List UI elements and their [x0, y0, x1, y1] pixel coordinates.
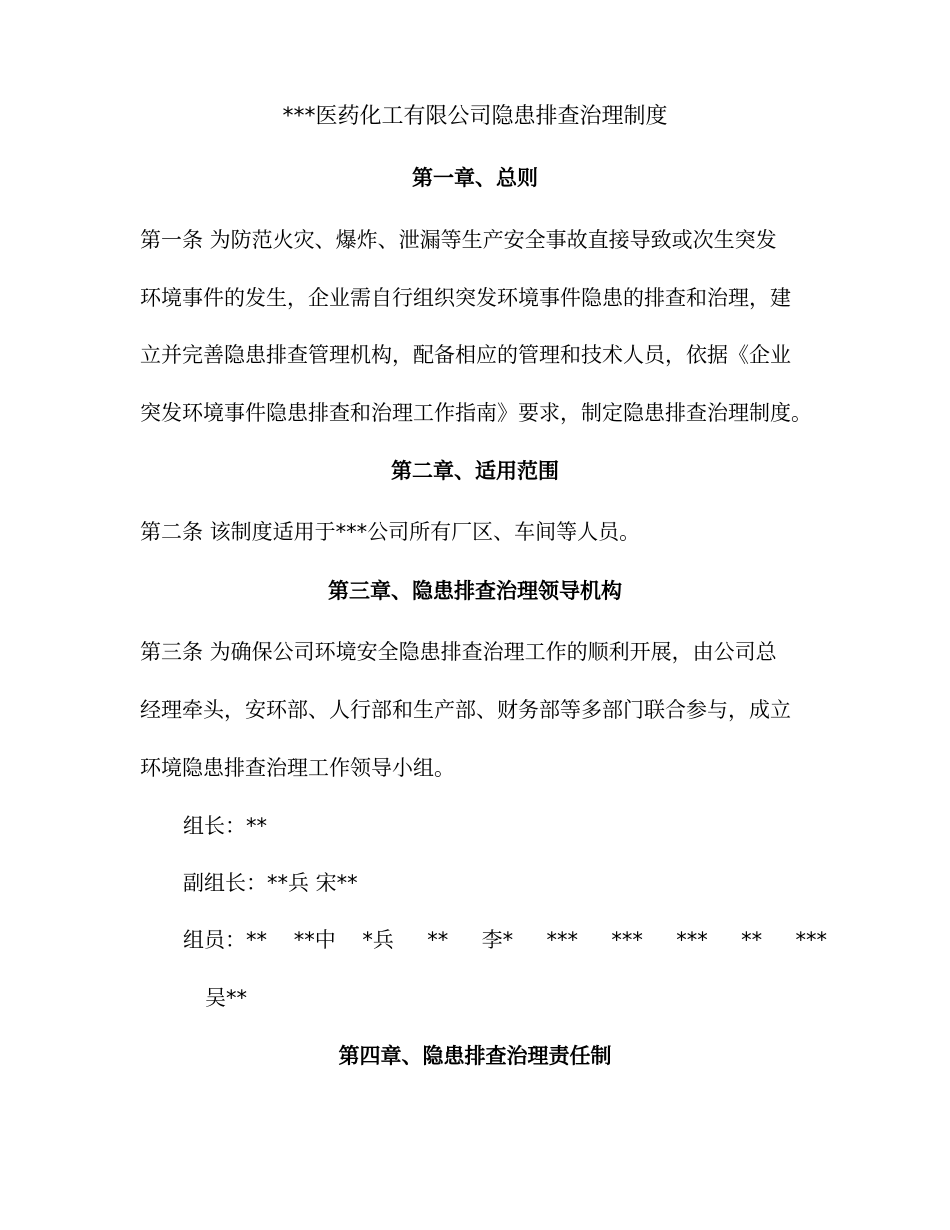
- article-1-line-2: 环境事件的发生，企业需自行组织突发环境事件隐患的排查和治理，建: [140, 286, 791, 310]
- document-title: ***医药化工有限公司隐患排查治理制度: [282, 104, 668, 129]
- chapter-4-heading: 第四章、隐患排查治理责任制: [338, 1044, 612, 1068]
- group-members-line-2: 吴**: [205, 986, 247, 1010]
- article-3-line-1: 第三条 为确保公司环境安全隐患排查治理工作的顺利开展，由公司总: [140, 640, 777, 664]
- group-members-line-1: 组员：** **中 *兵 ** 李* *** *** *** ** ***: [183, 928, 828, 952]
- chapter-2-heading: 第二章、适用范围: [391, 459, 559, 483]
- article-1-line-3: 立并完善隐患排查管理机构，配备相应的管理和技术人员，依据《企业: [140, 343, 791, 367]
- deputy-group-leader: 副组长：**兵 宋**: [183, 871, 358, 895]
- group-leader: 组长：**: [183, 814, 267, 838]
- chapter-3-heading: 第三章、隐患排查治理领导机构: [328, 579, 622, 603]
- article-1-line-4: 突发环境事件隐患排查和治理工作指南》要求，制定隐患排查治理制度。: [140, 401, 812, 425]
- chapter-1-heading: 第一章、总则: [412, 166, 538, 190]
- article-2-text: 第二条 该制度适用于***公司所有厂区、车间等人员。: [140, 520, 641, 544]
- article-3-line-3: 环境隐患排查治理工作领导小组。: [140, 756, 455, 780]
- article-1-line-1: 第一条 为防范火灾、爆炸、泄漏等生产安全事故直接导致或次生突发: [140, 228, 777, 252]
- article-3-line-2: 经理牵头，安环部、人行部和生产部、财务部等多部门联合参与，成立: [140, 698, 791, 722]
